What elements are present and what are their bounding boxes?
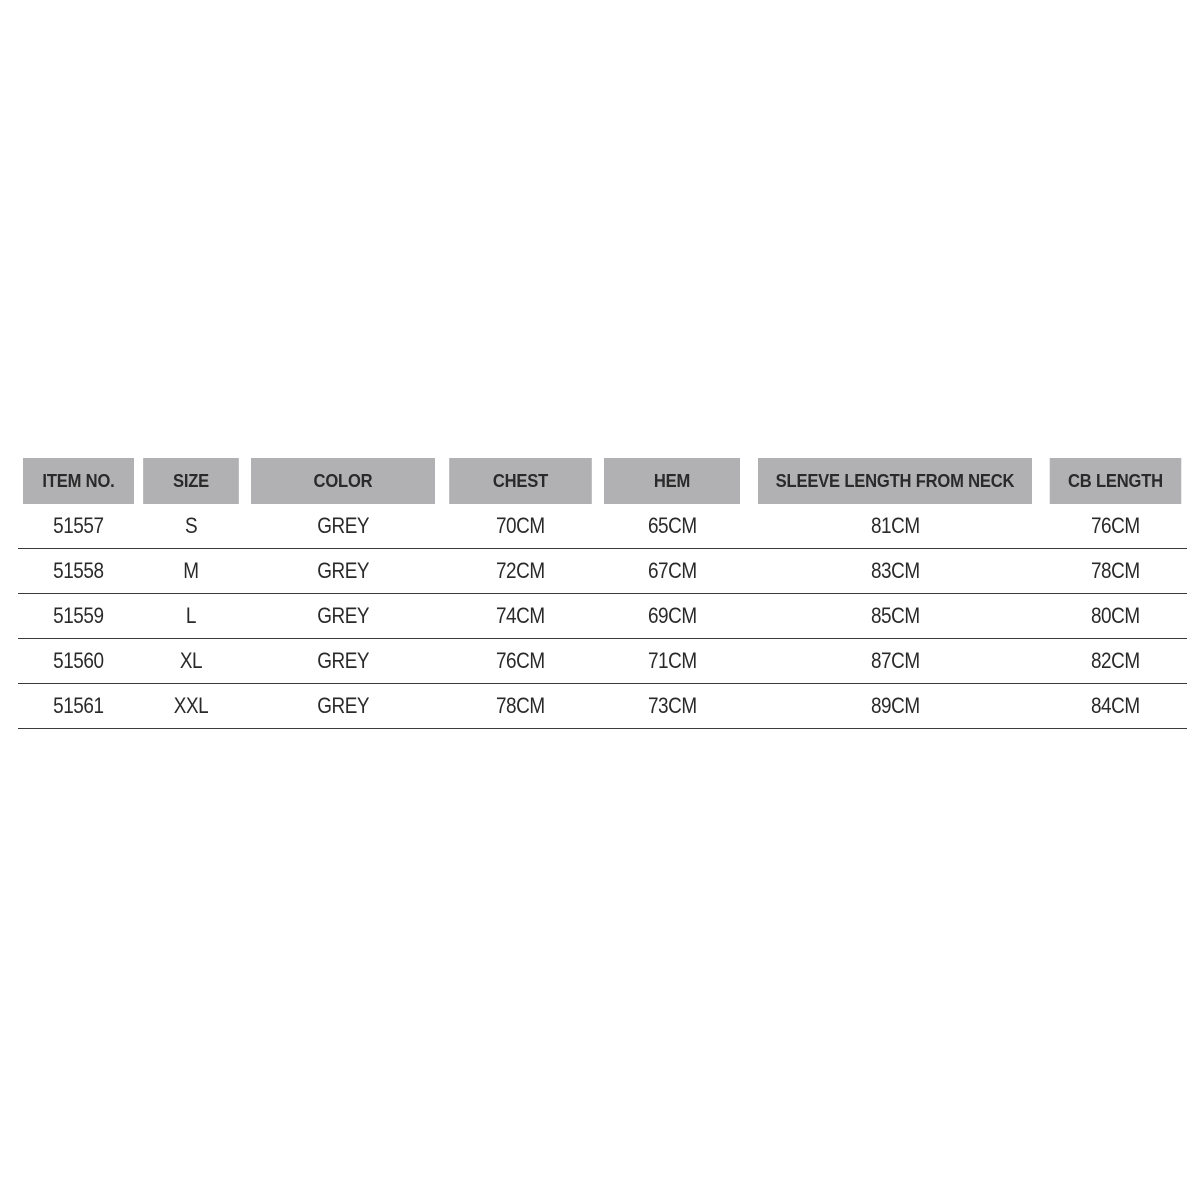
table-row [18, 504, 1187, 549]
cell-item-no: 51560 [18, 639, 139, 684]
cell-chest: 78CM [443, 684, 598, 729]
cell-size: XXL [139, 684, 243, 729]
cell-color: GREY [243, 594, 443, 639]
cell-chest: 72CM [443, 549, 598, 594]
header-item-no: ITEM NO. [23, 458, 134, 504]
cell-size: S [139, 504, 243, 549]
size-chart-table [18, 458, 1187, 729]
cell-sleeve-length: 81CM [746, 504, 1044, 549]
cell-chest: 76CM [443, 639, 598, 684]
cell-hem: 69CM [598, 594, 746, 639]
cell-size: XL [139, 639, 243, 684]
cell-item-no: 51557 [18, 504, 139, 549]
cell-cb-length: 80CM [1044, 594, 1187, 639]
cell-chest: 70CM [443, 504, 598, 549]
cell-color: GREY [243, 549, 443, 594]
cell-sleeve-length: 83CM [746, 549, 1044, 594]
table-row [18, 639, 1187, 684]
table-row [18, 594, 1187, 639]
cell-cb-length: 84CM [1044, 684, 1187, 729]
header-color: COLOR [251, 458, 435, 504]
cell-color: GREY [243, 504, 443, 549]
table-row [18, 684, 1187, 729]
cell-hem: 65CM [598, 504, 746, 549]
header-cb-length: CB LENGTH [1050, 458, 1182, 504]
cell-item-no: 51558 [18, 549, 139, 594]
cell-hem: 73CM [598, 684, 746, 729]
header-chest: CHEST [449, 458, 592, 504]
cell-chest: 74CM [443, 594, 598, 639]
cell-sleeve-length: 85CM [746, 594, 1044, 639]
cell-item-no: 51559 [18, 594, 139, 639]
cell-item-no: 51561 [18, 684, 139, 729]
header-size: SIZE [143, 458, 239, 504]
cell-cb-length: 76CM [1044, 504, 1187, 549]
cell-size: L [139, 594, 243, 639]
header-sleeve-length-from-neck: SLEEVE LENGTH FROM NECK [758, 458, 1032, 504]
cell-hem: 71CM [598, 639, 746, 684]
cell-hem: 67CM [598, 549, 746, 594]
cell-size: M [139, 549, 243, 594]
header-hem: HEM [604, 458, 740, 504]
table-row [18, 549, 1187, 594]
cell-cb-length: 78CM [1044, 549, 1187, 594]
table-header-row [18, 458, 1187, 504]
cell-color: GREY [243, 684, 443, 729]
cell-sleeve-length: 87CM [746, 639, 1044, 684]
cell-cb-length: 82CM [1044, 639, 1187, 684]
cell-color: GREY [243, 639, 443, 684]
cell-sleeve-length: 89CM [746, 684, 1044, 729]
